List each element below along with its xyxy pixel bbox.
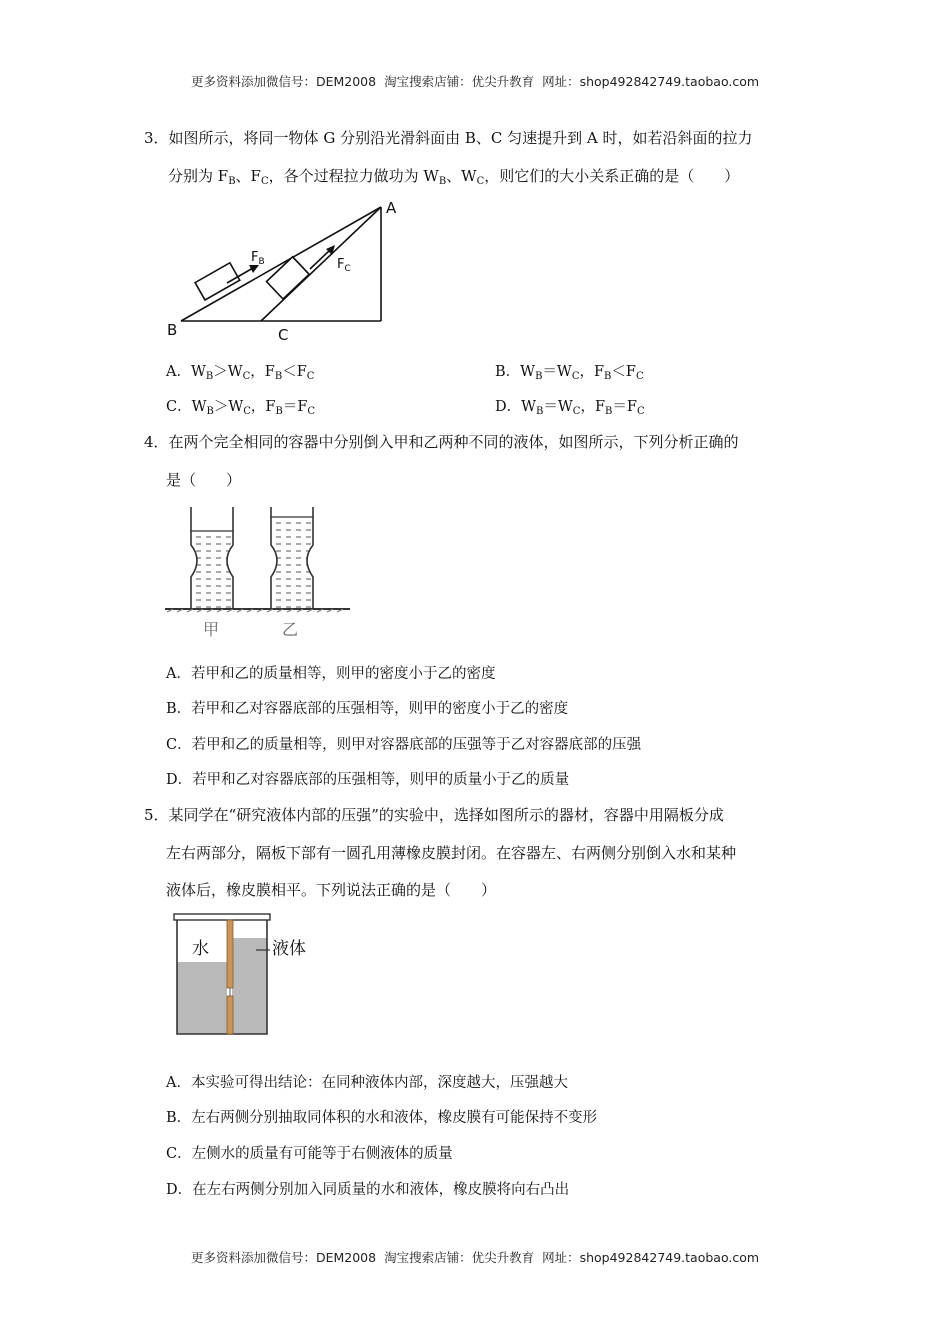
q4-stem-line1: 4．在两个完全相同的容器中分别倒入甲和乙两种不同的液体，如图所示，下列分析正确的 bbox=[144, 433, 739, 451]
q4-label-jia: 甲 bbox=[203, 620, 220, 639]
header-site: 网址：shop492842749.taobao.com bbox=[542, 74, 760, 89]
page-footer bbox=[0, 1248, 950, 1266]
q3-incline-figure bbox=[165, 195, 405, 345]
header-wechat: 更多资料添加微信号：DEM2008 bbox=[190, 74, 377, 89]
q4-option-d[interactable]: D．若甲和乙对容器底部的压强相等，则甲的质量小于乙的质量 bbox=[166, 772, 570, 788]
q3-label-a: A bbox=[386, 199, 397, 217]
q3-option-d[interactable]: D．$W_B=W_C$，$F_B=F_C$ bbox=[495, 399, 645, 417]
q3-stem-line2: 分别为 $F_B$、$F_C$，各个过程拉力做功为 $W_B$、$W_C$，则它们的大小关系正确的是（ ） bbox=[168, 167, 740, 187]
q4-label-yi: 乙 bbox=[282, 620, 299, 639]
q5-label-liquid: 液体 bbox=[272, 939, 306, 959]
q5-stem-line1: 5．某同学在“研究液体内部的压强”的实验中，选择如图所示的器材，容器中用隔板分成 bbox=[144, 806, 724, 824]
q4-option-a[interactable]: A．若甲和乙的质量相等，则甲的密度小于乙的密度 bbox=[166, 666, 496, 682]
q4-containers-figure bbox=[165, 505, 365, 645]
q3-option-b[interactable]: B．$W_B=W_C$，$F_B<F_C$ bbox=[495, 364, 644, 382]
q5-option-b[interactable]: B．左右两侧分别抽取同体积的水和液体，橡皮膜有可能保持不变形 bbox=[166, 1110, 598, 1126]
q4-stem-line2: 是（ ） bbox=[166, 471, 242, 489]
q4-option-b[interactable]: B．若甲和乙对容器底部的压强相等，则甲的密度小于乙的密度 bbox=[166, 701, 569, 717]
q3-stem-line1: 3．如图所示，将同一物体 G 分别沿光滑斜面由 B、C 匀速提升到 A 时，如若沿斜面的拉力 bbox=[144, 129, 753, 147]
q3-label-fb: $F_B$ bbox=[251, 250, 265, 267]
q4-option-c[interactable]: C．若甲和乙的质量相等，则甲对容器底部的压强等于乙对容器底部的压强 bbox=[166, 737, 642, 753]
q3-label-fc: $F_C$ bbox=[337, 257, 351, 274]
header-shop: 淘宝搜索店铺：优尖升教育 bbox=[384, 74, 535, 89]
q3-option-c[interactable]: C．$W_B>W_C$，$F_B=F_C$ bbox=[166, 399, 316, 417]
q3-option-a[interactable]: A．$W_B>W_C$，$F_B<F_C$ bbox=[166, 364, 315, 382]
q5-label-water: 水 bbox=[192, 939, 209, 959]
q5-option-a[interactable]: A．本实验可得出结论：在同种液体内部，深度越大，压强越大 bbox=[166, 1075, 568, 1091]
footer-wechat: 更多资料添加微信号：DEM2008 bbox=[190, 1250, 377, 1265]
footer-site: 网址：shop492842749.taobao.com bbox=[542, 1250, 760, 1265]
footer-shop: 淘宝搜索店铺：优尖升教育 bbox=[384, 1250, 535, 1265]
q5-stem-line3: 液体后，橡皮膜相平。下列说法正确的是（ ） bbox=[166, 881, 497, 899]
q5-stem-line2: 左右两部分，隔板下部有一圆孔用薄橡皮膜封闭。在容器左、右两侧分别倒入水和某种 bbox=[166, 844, 737, 862]
q3-label-b: B bbox=[167, 321, 178, 339]
q5-option-c[interactable]: C．左侧水的质量有可能等于右侧液体的质量 bbox=[166, 1146, 453, 1162]
page-header bbox=[0, 72, 950, 90]
q5-container-figure bbox=[172, 912, 332, 1042]
q5-option-d[interactable]: D．在左右两侧分别加入同质量的水和液体，橡皮膜将向右凸出 bbox=[166, 1182, 570, 1198]
q3-label-c: C bbox=[278, 326, 289, 344]
